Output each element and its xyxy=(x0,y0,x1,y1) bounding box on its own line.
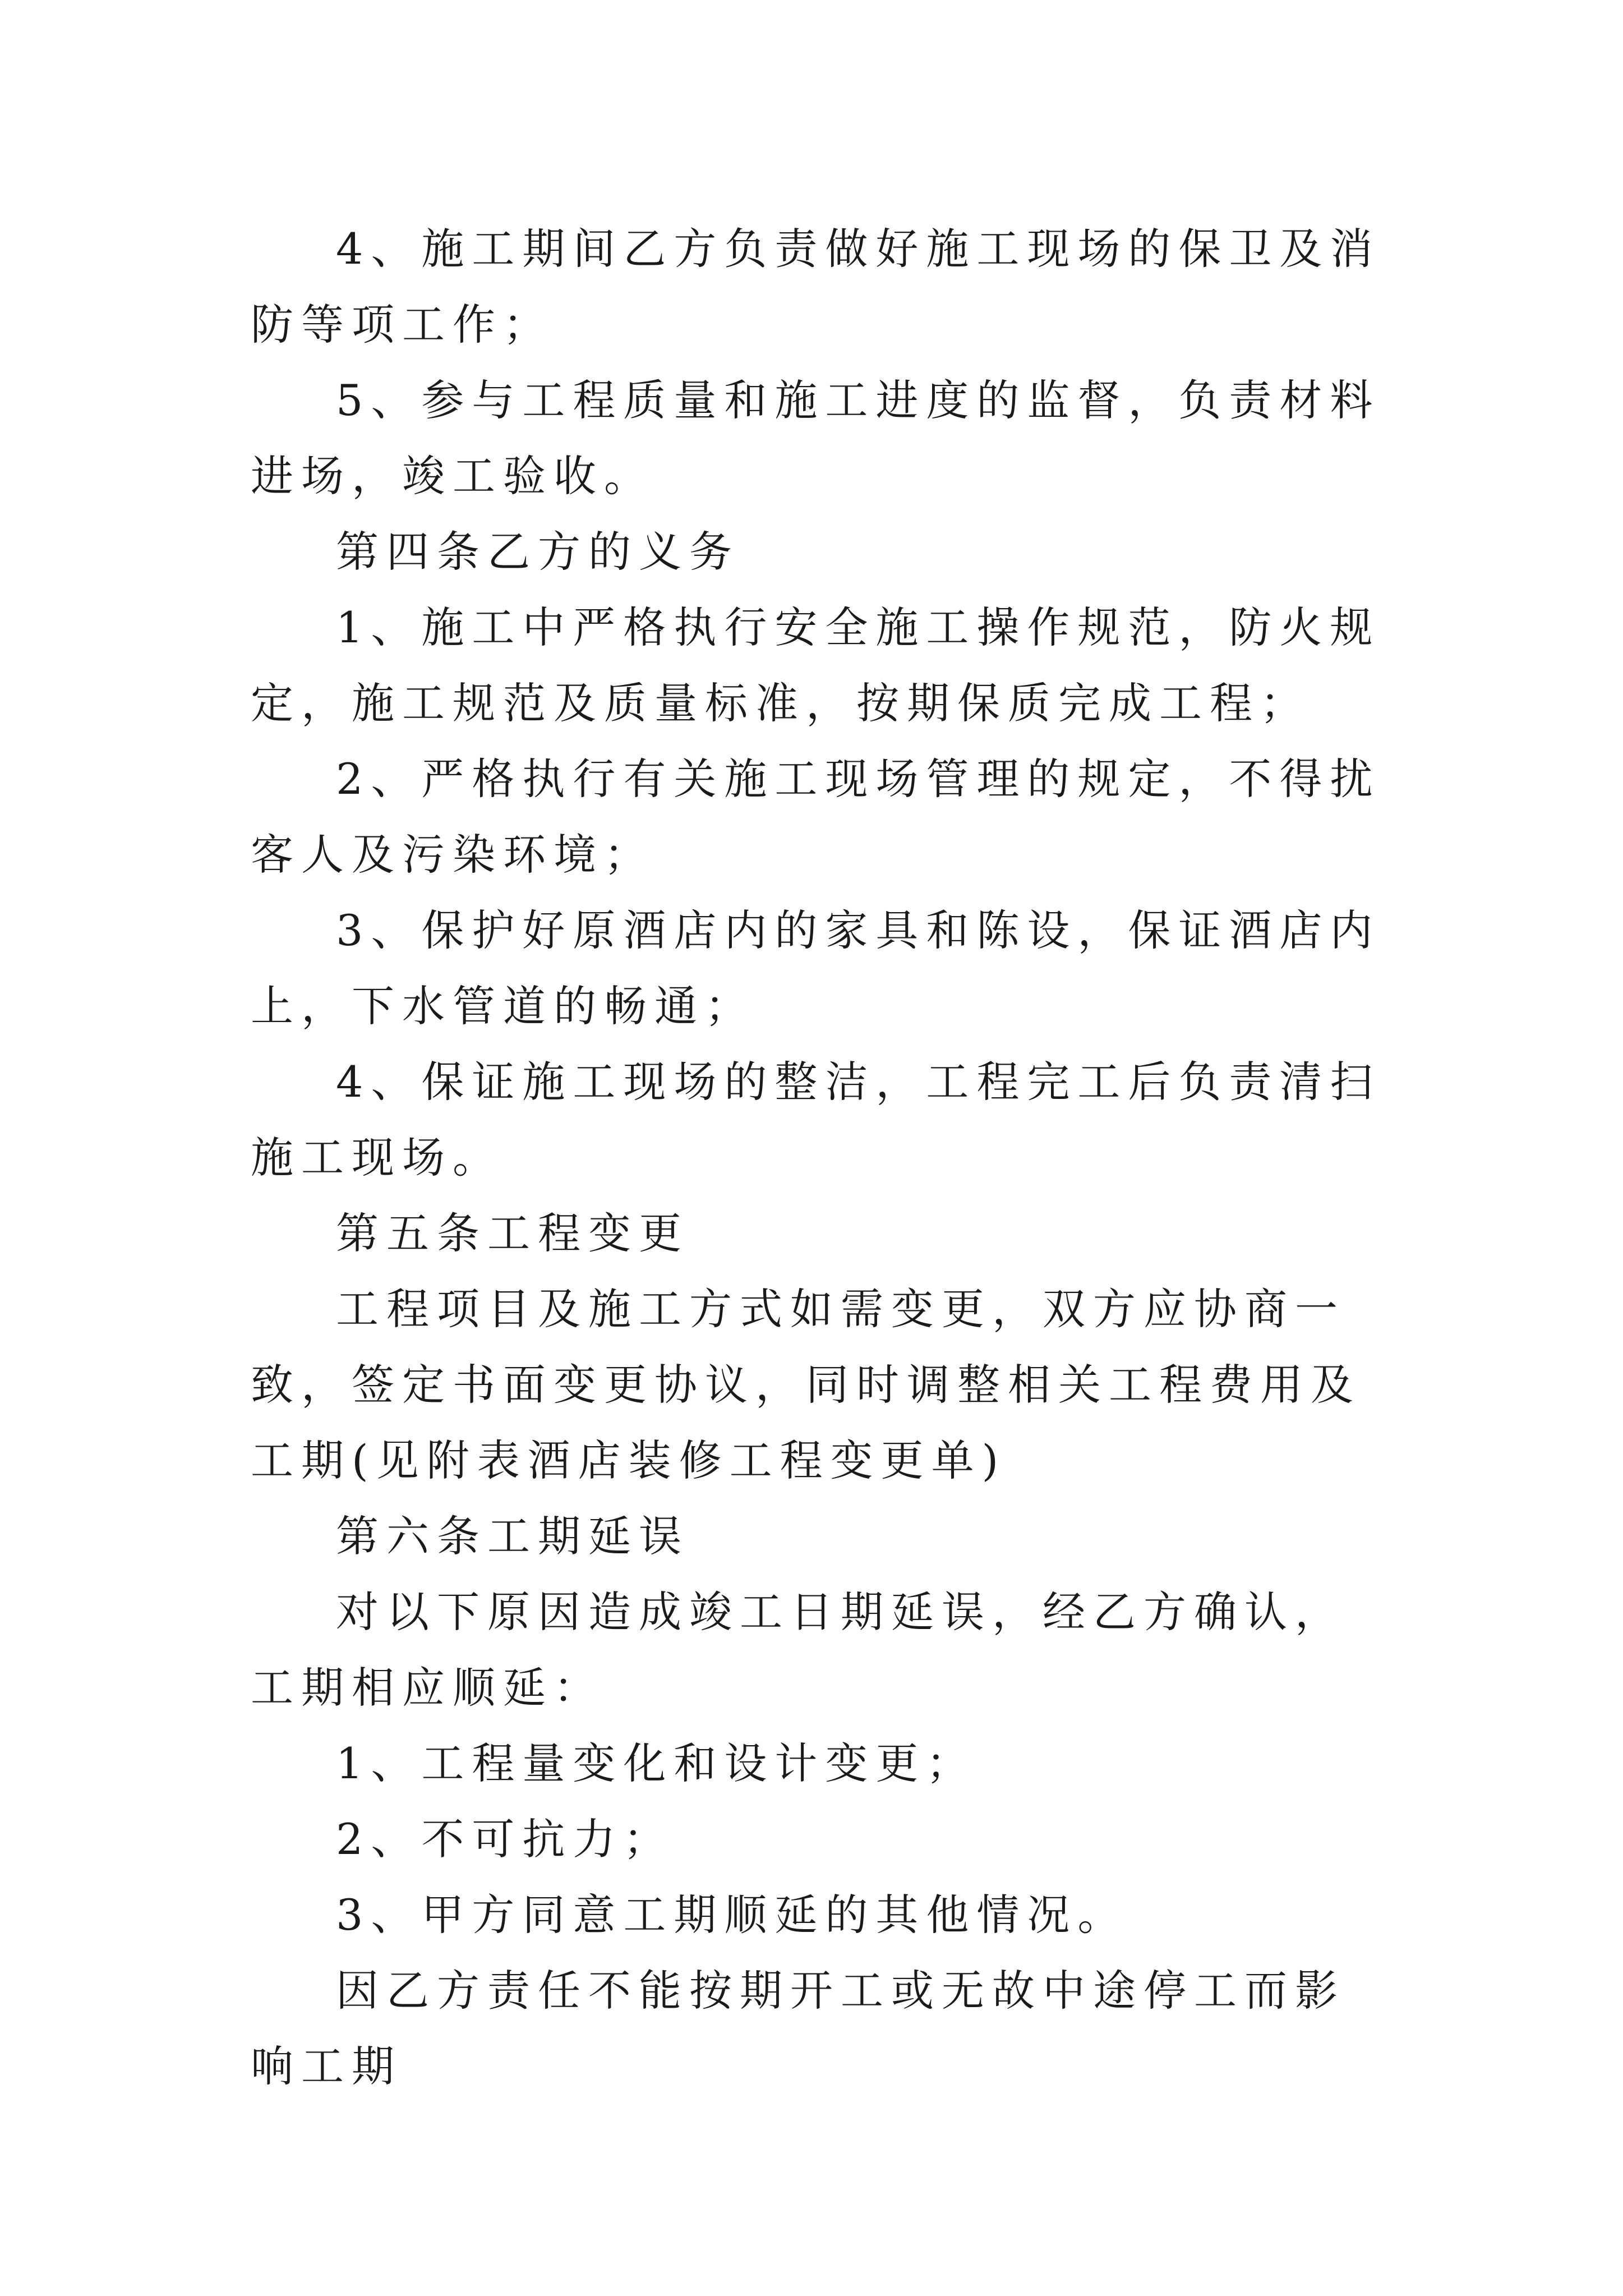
paragraph: 5、参与工程质量和施工进度的监督，负责材料进场，竣工验收。 xyxy=(251,375,1381,501)
section-heading: 第四条乙方的义务 xyxy=(336,527,740,577)
document-body xyxy=(251,211,1389,2104)
paragraph: 4、保证施工现场的整洁，工程完工后负责清扫施工现场。 xyxy=(251,1057,1381,1182)
paragraph: 4、施工期间乙方负责做好施工现场的保卫及消防等项工作； xyxy=(251,224,1381,349)
paragraph: 2、不可抗力； xyxy=(336,1814,674,1864)
paragraph: 工程项目及施工方式如需变更，双方应协商一致，签定书面变更协议，同时调整相关工程费用及工期(见附表酒店装修工程变更单) xyxy=(251,1284,1361,1485)
paragraph: 3、甲方同意工期顺延的其他情况。 xyxy=(336,1890,1128,1940)
paragraph: 1、施工中严格执行安全施工操作规范，防火规定，施工规范及质量标准，按期保质完成工程； xyxy=(251,602,1381,728)
paragraph: 2、严格执行有关施工现场管理的规定，不得扰客人及污染环境； xyxy=(251,754,1381,880)
paragraph: 因乙方责任不能按期开工或无故中途停工而影响工期 xyxy=(251,1966,1345,2091)
paragraph: 对以下原因造成竣工日期延误，经乙方确认，工期相应顺延： xyxy=(251,1587,1345,1713)
section-heading: 第五条工程变更 xyxy=(336,1208,689,1258)
paragraph: 3、保护好原酒店内的家具和陈设，保证酒店内上，下水管道的畅通； xyxy=(251,905,1381,1031)
section-heading: 第六条工期延误 xyxy=(336,1511,689,1561)
paragraph: 1、工程量变化和设计变更； xyxy=(336,1738,977,1788)
